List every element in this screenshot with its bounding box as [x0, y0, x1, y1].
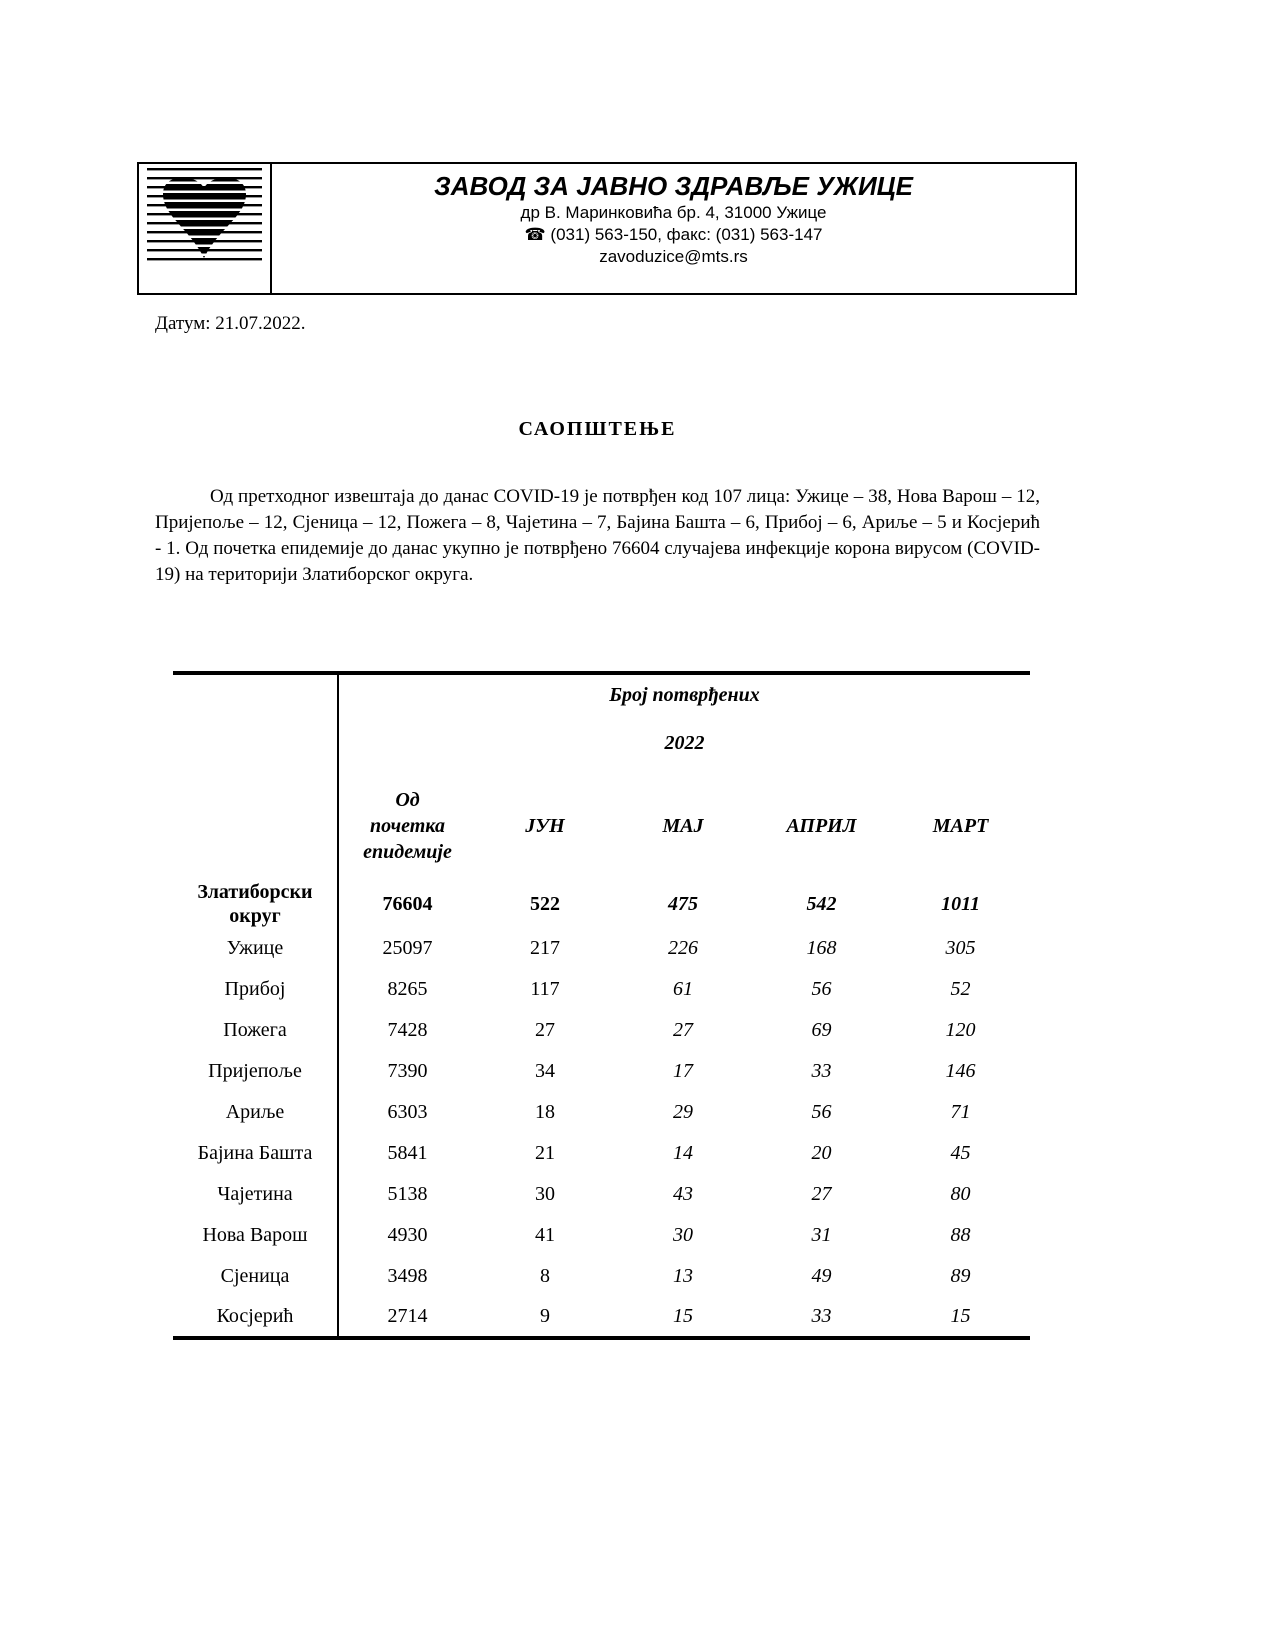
table-row — [173, 1215, 1030, 1256]
table-cell: 9 — [540, 1305, 550, 1327]
cell-total-maj: 475 — [668, 893, 698, 915]
table-cell: 30 — [535, 1183, 555, 1205]
col-header-jun: ЈУН — [525, 814, 565, 837]
letterhead-text — [272, 164, 1075, 293]
table-cell: 89 — [950, 1265, 971, 1287]
table-cell: 56 — [811, 1101, 832, 1123]
col-header-april: АПРИЛ — [786, 814, 857, 837]
table-cell: 33 — [811, 1305, 832, 1327]
row-label: Нова Варош — [173, 1215, 338, 1256]
table-cell: 226 — [668, 937, 698, 959]
table-row — [173, 1297, 1030, 1338]
table-cell: 15 — [950, 1305, 971, 1327]
table-cell: 43 — [673, 1183, 693, 1205]
table-cell: 29 — [673, 1101, 693, 1123]
table-cell: 80 — [950, 1183, 971, 1205]
table-cell: 69 — [811, 1019, 832, 1041]
row-label: Чајетина — [173, 1174, 338, 1215]
table-cell: 14 — [673, 1142, 693, 1164]
table-cell: 4930 — [387, 1224, 428, 1246]
table-cell: 25097 — [382, 937, 433, 959]
phone-numbers: (031) 563-150, факс: (031) 563-147 — [545, 225, 823, 244]
institute-logo — [139, 164, 272, 293]
table-cell: 2714 — [387, 1305, 428, 1327]
table-cell: 3498 — [387, 1265, 428, 1287]
corner-cell — [173, 715, 338, 771]
table-cell: 88 — [950, 1224, 971, 1246]
table-cell: 168 — [806, 937, 837, 959]
stripes-heart-logo-icon — [147, 168, 262, 263]
col-header-epidemic-start: Од почетка епидемије — [363, 788, 452, 863]
doc-title: САОПШТЕЊЕ — [518, 418, 677, 440]
table-group-header-row — [173, 673, 1030, 715]
table-cell: 20 — [811, 1142, 832, 1164]
date-line: Датум: 21.07.2022. — [155, 313, 306, 334]
body-paragraph: Од претходног извештаја до данас COVID-19 је потврђен код 107 лица: Ужице – 38, Нова Варош – 12, Пријепоље – 12, Сјеница – 12, Пожега – 8, Чајетина – 7, Бајина Башта – 6, Прибој – 6, Ариље – 5 и Косјерић - 1. Од почетка епидемије до данас укупно је потврђено 76604 случајева инфекције корона вирусом (COVID-19) на територији Златиборског округа. — [155, 486, 1040, 585]
org-phone-line — [272, 224, 1075, 246]
row-label: Пожега — [173, 1010, 338, 1051]
table-cell: 31 — [811, 1224, 832, 1246]
table-cell: 27 — [535, 1019, 555, 1041]
table-cell: 61 — [673, 978, 693, 1000]
table-cell: 45 — [950, 1142, 971, 1164]
table-cell: 27 — [811, 1183, 832, 1205]
col-header-mart: МАРТ — [932, 814, 989, 837]
table-row — [173, 1133, 1030, 1174]
table-cell: 34 — [535, 1060, 555, 1082]
table-year-row — [173, 715, 1030, 771]
table-cell: 30 — [673, 1224, 693, 1246]
row-label: Бајина Башта — [173, 1133, 338, 1174]
org-email: zavoduzice@mts.rs — [599, 247, 748, 266]
table-cell: 18 — [535, 1101, 555, 1123]
table-cell: 7428 — [387, 1019, 428, 1041]
table-cell: 117 — [530, 978, 560, 1000]
table-cell: 21 — [535, 1142, 555, 1164]
table-cell: 120 — [945, 1019, 976, 1041]
table-cell: 49 — [811, 1265, 832, 1287]
cell-total-april: 542 — [806, 893, 837, 915]
year-header: 2022 — [664, 731, 705, 754]
table-row — [173, 969, 1030, 1010]
row-label: Косјерић — [173, 1297, 338, 1338]
cell-total-jun: 522 — [530, 893, 560, 915]
table-cell: 5138 — [387, 1183, 428, 1205]
table-row — [173, 1051, 1030, 1092]
table-cell: 8265 — [387, 978, 428, 1000]
table-row — [173, 1010, 1030, 1051]
table-cell: 17 — [673, 1060, 693, 1082]
table-row — [173, 1256, 1030, 1297]
table-cell: 13 — [673, 1265, 693, 1287]
org-name: ЗАВОД ЗА ЈАВНО ЗДРАВЉЕ УЖИЦЕ — [434, 171, 913, 201]
row-label: Прибој — [173, 969, 338, 1010]
org-address: др В. Маринковића бр. 4, 31000 Ужице — [520, 203, 827, 222]
table-cell: 56 — [811, 978, 832, 1000]
table-cell: 33 — [811, 1060, 832, 1082]
group-header: Број потврђених — [609, 683, 760, 706]
table-column-header-row — [173, 771, 1030, 880]
col-header-maj: МАЈ — [662, 814, 704, 837]
table-cell: 15 — [673, 1305, 693, 1327]
table-cell: 7390 — [387, 1060, 428, 1082]
table-cell: 217 — [530, 937, 560, 959]
row-label: Ужице — [173, 928, 338, 969]
table-cell: 305 — [945, 937, 976, 959]
row-label: Златиборски округ — [173, 880, 338, 928]
table-cell: 6303 — [387, 1101, 428, 1123]
row-label: Ариље — [173, 1092, 338, 1133]
table-row — [173, 928, 1030, 969]
table-row — [173, 1174, 1030, 1215]
table-cell: 27 — [673, 1019, 693, 1041]
letterhead — [137, 162, 1077, 295]
row-label: Пријепоље — [173, 1051, 338, 1092]
table-cell: 8 — [540, 1265, 550, 1287]
table-cell: 71 — [950, 1101, 971, 1123]
table-cell: 41 — [535, 1224, 555, 1246]
table-cell: 146 — [945, 1060, 976, 1082]
row-label: Сјеница — [173, 1256, 338, 1297]
cell-total-mart: 1011 — [941, 893, 980, 915]
table-cell: 52 — [950, 978, 971, 1000]
corner-cell — [173, 673, 338, 715]
phone-icon: ☎ — [524, 225, 546, 244]
corner-cell — [173, 771, 338, 880]
cell-total-epidemic: 76604 — [382, 893, 433, 915]
covid-cases-table — [173, 671, 1030, 1340]
table-total-row — [173, 880, 1030, 928]
table-row — [173, 1092, 1030, 1133]
table-cell: 5841 — [387, 1142, 428, 1164]
